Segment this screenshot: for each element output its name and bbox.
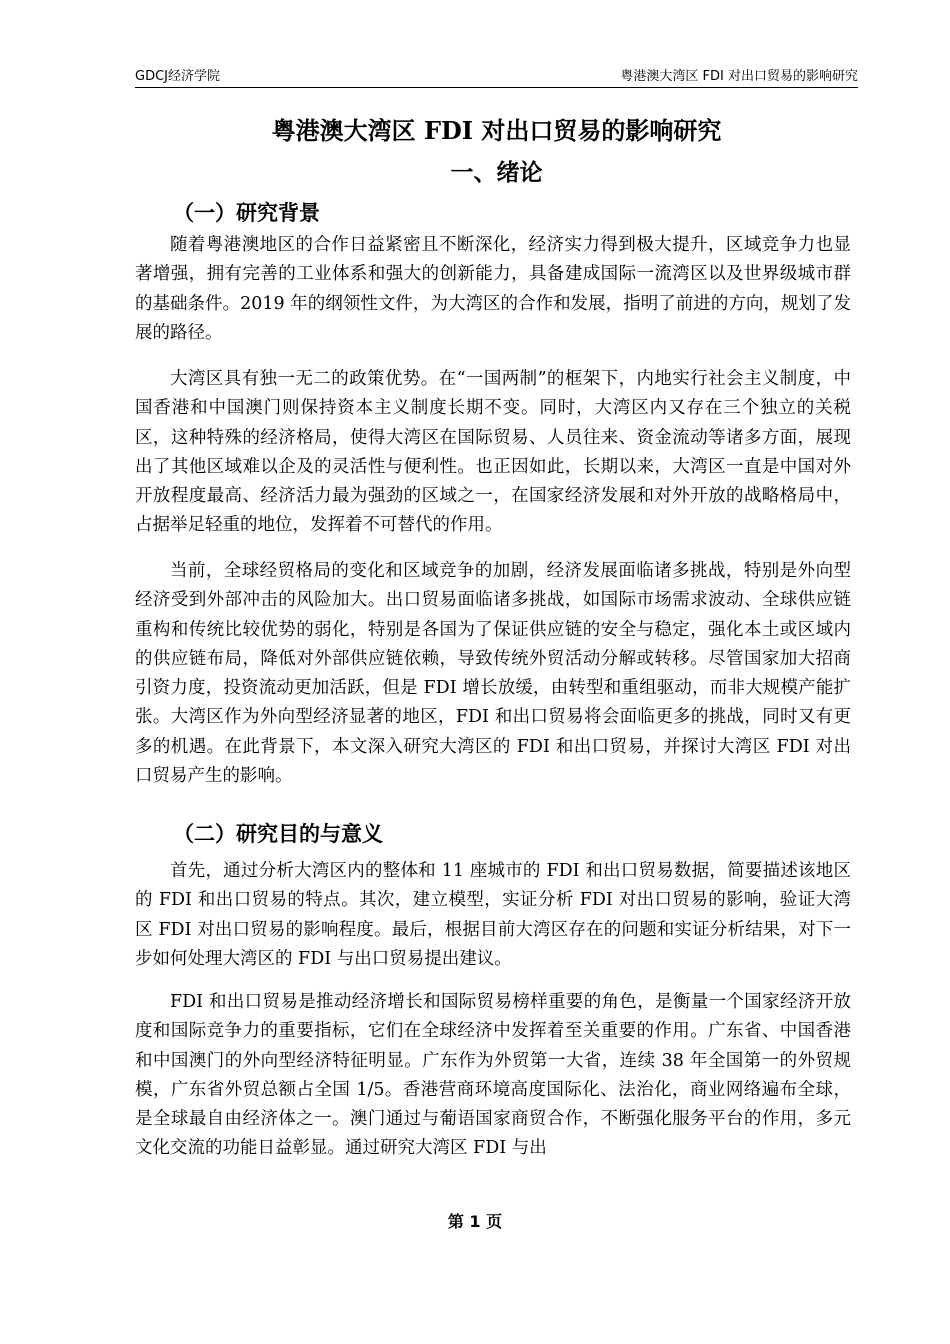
paragraph: 大湾区具有独一无二的政策优势。在“一国两制”的框架下，内地实行社会主义制度，中国香港和中国澳门则保持资本主义制度长期不变。同时，大湾区内又存在三个独立的关税区，这种特殊的经济格局，使得大湾区在国际贸易、人员往来、资金流动等诸多方面，展现出了其他区域难以企及的灵活性与便利性。也正因如此，长期以来，大湾区一直是中国对外开放程度最高、经济活力最为强劲的区域之一，在国家经济发展和对外开放的战略格局中，占据举足轻重的地位，发挥着不可替代的作用。 — [135, 369, 851, 536]
header-left-text: GDCJ经济学院 — [135, 69, 220, 84]
paragraph: 随着粤港澳地区的合作日益紧密且不断深化，经济实力得到极大提升，区域竞争力也显著增强，拥有完善的工业体系和强大的创新能力，具备建成国际一流湾区以及世界级城市群的基础条件。2019 年的纲领性文件，为大湾区的合作和发展，指明了前进的方向，规划了发展的路径。 — [135, 235, 851, 343]
section-heading-purpose: （二）研究目的与意义 — [173, 822, 383, 846]
chapter-heading: 一、绪论 — [450, 160, 543, 186]
paragraph: FDI 和出口贸易是推动经济增长和国际贸易榜样重要的角色，是衡量一个国家经济开放度和国际竞争力的重要指标，它们在全球经济中发挥着至关重要的作用。广东省、中国香港和中国澳门的外向型经济特征明显。广东作为外贸第一大省，连续 38 年全国第一的外贸规模，广东省外贸总额占全国 1/5。香港营商环境高度国际化、法治化，商业网络遍布全球，是全球最自由经济体之一。澳门通过与葡语国家商贸合作，不断强化服务平台的作用，多元文化交流的功能日益彰显。通过研究大湾区 FDI 与出 — [135, 992, 851, 1159]
document-title: 粤港澳大湾区 FDI 对出口贸易的影响研究 — [271, 116, 722, 145]
page-header — [135, 67, 858, 88]
paragraph: 首先，通过分析大湾区内的整体和 11 座城市的 FDI 和出口贸易数据，简要描述该地区的 FDI 和出口贸易的特点。其次，建立模型，实证分析 FDI 对出口贸易的影响，验证大湾区 FDI 对出口贸易的影响程度。最后，根据目前大湾区存在的问题和实证分析结果，对下一步如何处理大湾区的 FDI 与出口贸易提出建议。 — [135, 861, 851, 969]
page-number: 第 1 页 — [447, 1212, 503, 1231]
paragraph: 当前，全球经贸格局的变化和区域竞争的加剧，经济发展面临诸多挑战，特别是外向型经济受到外部冲击的风险加大。出口贸易面临诸多挑战，如国际市场需求波动、全球供应链重构和传统比较优势的弱化，特别是各国为了保证供应链的安全与稳定，强化本土或区域内的供应链布局，降低对外部供应链依赖，导致传统外贸活动分解或转移。尽管国家加大招商引资力度，投资流动更加活跃，但是 FDI 增长放缓，由转型和重组驱动，而非大规模产能扩张。大湾区作为外向型经济显著的地区，FDI 和出口贸易将会面临更多的挑战，同时又有更多的机遇。在此背景下，本文深入研究大湾区的 FDI 和出口贸易，并探讨大湾区 FDI 对出口贸易产生的影响。 — [135, 561, 851, 787]
section-heading-background: （一）研究背景 — [173, 201, 320, 225]
header-right-text: 粤港澳大湾区 FDI 对出口贸易的影响研究 — [620, 69, 858, 84]
